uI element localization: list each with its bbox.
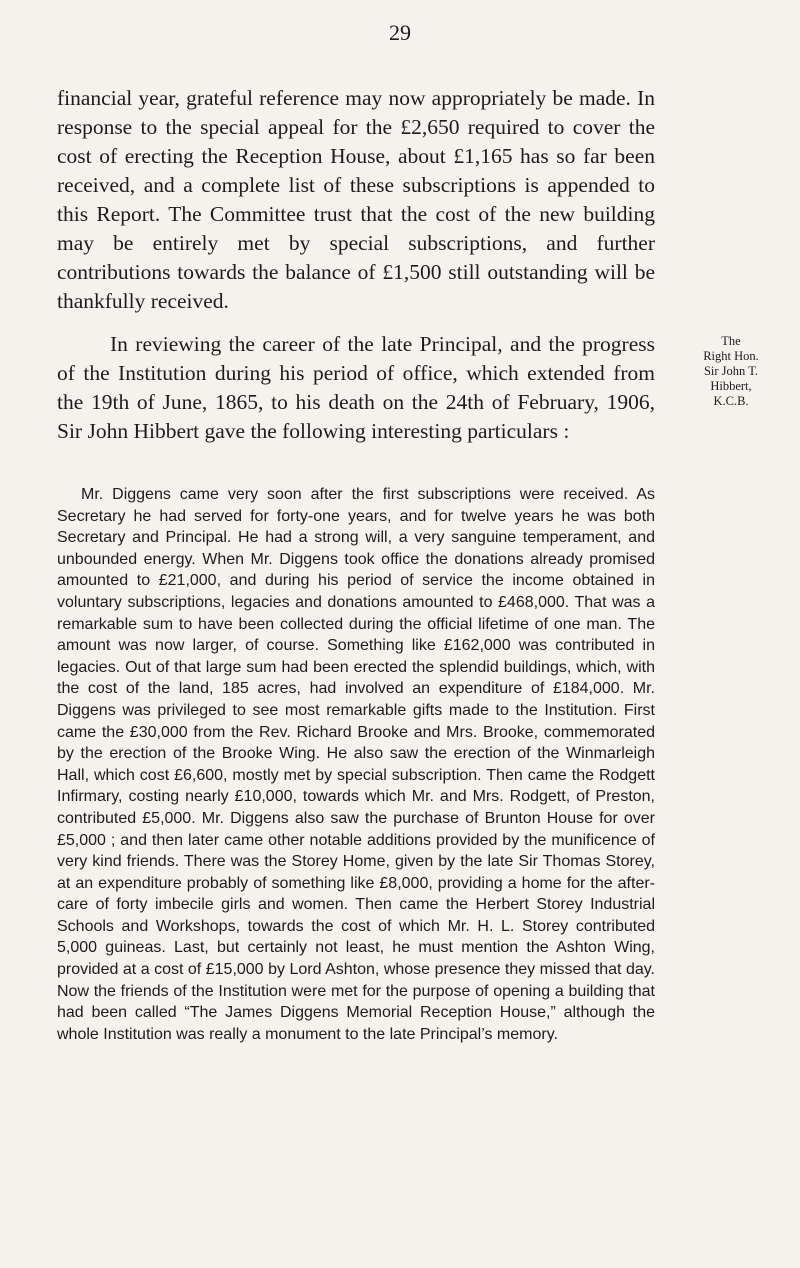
margin-note xyxy=(664,334,798,409)
margin-note-line: Right Hon. xyxy=(703,349,759,363)
margin-note-line: Sir John T. xyxy=(703,364,759,378)
page-number: 29 xyxy=(389,20,411,45)
margin-note-line: The xyxy=(721,334,741,348)
paragraph-particulars: Mr. Diggens came very soon after the first subscriptions were received. As Secretary he had served for forty-one years, and for twelve years he was both Secretary and Principal. He had a strong will, a very sanguine temperament, and unbounded energy. When Mr. Diggens took office the donations already promised amounted to £21,000, and during his period of service the income obtained in voluntary subscriptions, legacies and donations amounted to £468,000. That was a remarkable sum to have been collected during the official lifetime of one man. The amount was now larger, of course. Something like £162,000 was contributed in legacies. Out of that large sum had been erected the splendid buildings, which, with the cost of the land, 185 acres, had involved an expenditure of £184,000. Mr. Diggens was privileged to see most remarkable gifts made to the Institution. First came the £30,000 from the Rev. Richard Brooke and Mrs. Brooke, commemorated by the erection of the Brooke Wing. He also saw the erection of the Winmarleigh Hall, which cost £6,600, mostly met by special subscription. Then came the Rodgett Infirmary, costing nearly £10,000, towards which Mr. and Mrs. Rodgett, of Preston, contributed £5,000. Mr. Diggens also saw the purchase of Brunton House for over £5,000 ; and then later came other notable additions provided by the munificence of very kind friends. There was the Storey Home, given by the late Sir Thomas Storey, at an expenditure probably of something like £8,000, providing a home for the after-care of forty imbecile girls and women. Then came the Herbert Storey Industrial Schools and Workshops, towards the cost of which Mr. H. L. Storey contributed 5,000 guineas. Last, but certainly not least, he must mention the Ashton Wing, provided at a cost of £15,000 by Lord Ashton, whose presence they missed that day. Now the friends of the Institution were met for the purpose of opening a building that had been called “The James Diggens Memorial Reception House,” although the whole Institution was really a monument to the late Principal’s memory. xyxy=(57,486,655,1043)
margin-note-line: K.C.B. xyxy=(713,394,749,408)
margin-note-line: Hibbert, xyxy=(710,379,752,393)
paragraph-review: In reviewing the career of the late Principal, and the progress of the Institution during his period of office, which extended from the 19th of June, 1865, to his death on the 24th of February, 1906, Sir John Hibbert gave the following interesting particulars : xyxy=(57,332,655,443)
paragraph-appeal: financial year, grateful reference may now appropriately be made. In response to the special appeal for the £2,650 required to cover the cost of erecting the Reception House, about £1,165 has so far been received, and a complete list of these subscriptions is appended to this Report. The Committee trust that the cost of the new building may be entirely met by special subscriptions, and further contributions towards the balance of £1,500 still outstanding will be thankfully received. xyxy=(57,86,655,313)
